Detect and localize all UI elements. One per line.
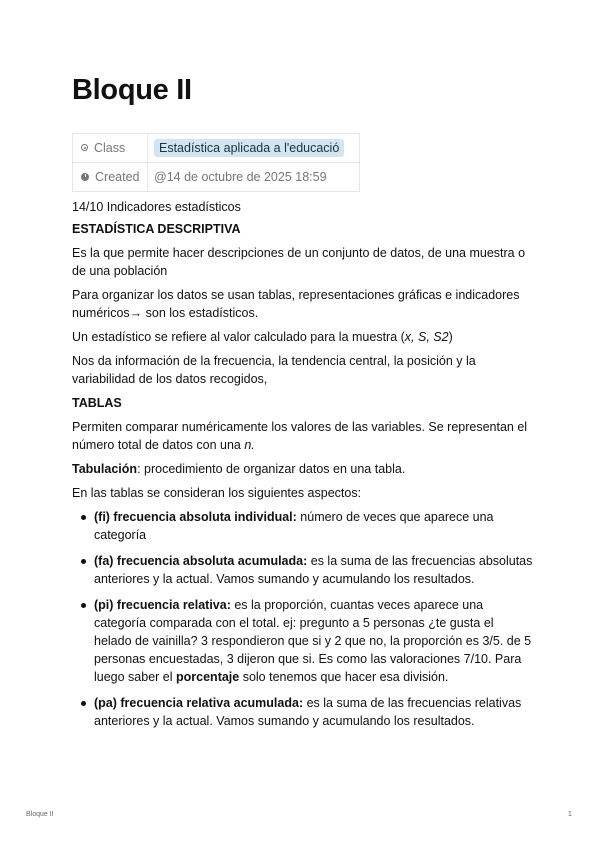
list-item bbox=[94, 508, 534, 544]
paragraph: Para organizar los datos se usan tablas, representaciones gráficas e indicadores numéricos→ son los estadísticos. bbox=[72, 288, 520, 320]
text: Permiten comparar numéricamente los valores de las variables. Se representan el número total de datos con una bbox=[72, 420, 528, 452]
document-content bbox=[72, 198, 534, 738]
text: es la proporción, cuantas veces aparece una categoría comparada con el total. ej: pregunto a 5 personas ¿te gusta el helado de vainilla? 3 respondieron que si y 2 que no, la proporción es 3/5. de 5 personas encuestadas, 3 dijeron que si. Es como las valoraciones 7/10. Para luego saber el bbox=[94, 598, 532, 684]
bold-text: (fi) frecuencia absoluta individual: bbox=[94, 510, 297, 524]
property-key-class bbox=[73, 134, 148, 163]
list-item bbox=[94, 552, 534, 588]
text: solo tenemos que hacer esa división. bbox=[239, 670, 449, 684]
text: es la suma de las frecuencias relativas anteriores y la actual. Vamos sumando y acumulando los resultados. bbox=[94, 696, 522, 728]
property-key-created bbox=[73, 163, 148, 192]
heading-estadistica bbox=[72, 220, 534, 238]
bold-text: (pa) frecuencia relativa acumulada: bbox=[94, 696, 304, 710]
heading-tablas bbox=[72, 394, 534, 412]
text: número de veces que aparece una categoría bbox=[94, 510, 494, 542]
property-value-created bbox=[148, 163, 360, 192]
paragraph: En las tablas se consideran los siguientes aspectos: bbox=[72, 486, 362, 500]
page-number: 1 bbox=[568, 811, 572, 818]
page-title: Bloque II bbox=[72, 74, 192, 106]
paragraph: 14/10 Indicadores estadísticos bbox=[72, 200, 241, 214]
bold-text: (fa) frecuencia absoluta acumulada: bbox=[94, 554, 308, 568]
property-label: Created bbox=[95, 170, 140, 184]
target-icon bbox=[81, 144, 88, 151]
italic-text: n. bbox=[244, 438, 255, 452]
clock-icon bbox=[81, 173, 89, 181]
heading-text: ESTADÍSTICA DESCRIPTIVA bbox=[72, 222, 241, 236]
created-date: @14 de octubre de 2025 18:59 bbox=[154, 170, 327, 184]
list-item bbox=[94, 596, 534, 686]
bullet-list bbox=[72, 508, 534, 730]
text: : procedimiento de organizar datos en una tabla. bbox=[137, 462, 406, 476]
paragraph bbox=[72, 460, 534, 478]
property-value-class[interactable] bbox=[148, 134, 360, 163]
italic-text: x, S, S2 bbox=[404, 330, 449, 344]
bold-text: (pi) frecuencia relativa: bbox=[94, 598, 231, 612]
properties-table bbox=[72, 133, 360, 192]
property-label: Class bbox=[94, 141, 126, 155]
text: Un estadístico se refiere al valor calculado para la muestra ( bbox=[72, 330, 405, 344]
heading-text: TABLAS bbox=[72, 396, 122, 410]
paragraph: Nos da información de la frecuencia, la tendencia central, la posición y la variabilidad de los datos recogidos, bbox=[72, 354, 476, 386]
list-item bbox=[94, 694, 534, 730]
property-row-created bbox=[73, 163, 360, 192]
text: ) bbox=[448, 330, 453, 344]
footer-title: Bloque II bbox=[26, 811, 54, 818]
paragraph: Es la que permite hacer descripciones de un conjunto de datos, de una muestra o de una población bbox=[72, 246, 526, 278]
bold-text: Tabulación bbox=[72, 462, 138, 476]
property-row-class bbox=[73, 134, 360, 163]
class-tag[interactable]: Estadística aplicada a l'educació bbox=[154, 139, 344, 157]
paragraph bbox=[72, 418, 534, 454]
text: es la suma de las frecuencias absolutas anteriores y la actual. Vamos sumando y acumulando los resultados. bbox=[94, 554, 533, 586]
paragraph bbox=[72, 328, 534, 346]
bold-text: porcentaje bbox=[176, 670, 240, 684]
